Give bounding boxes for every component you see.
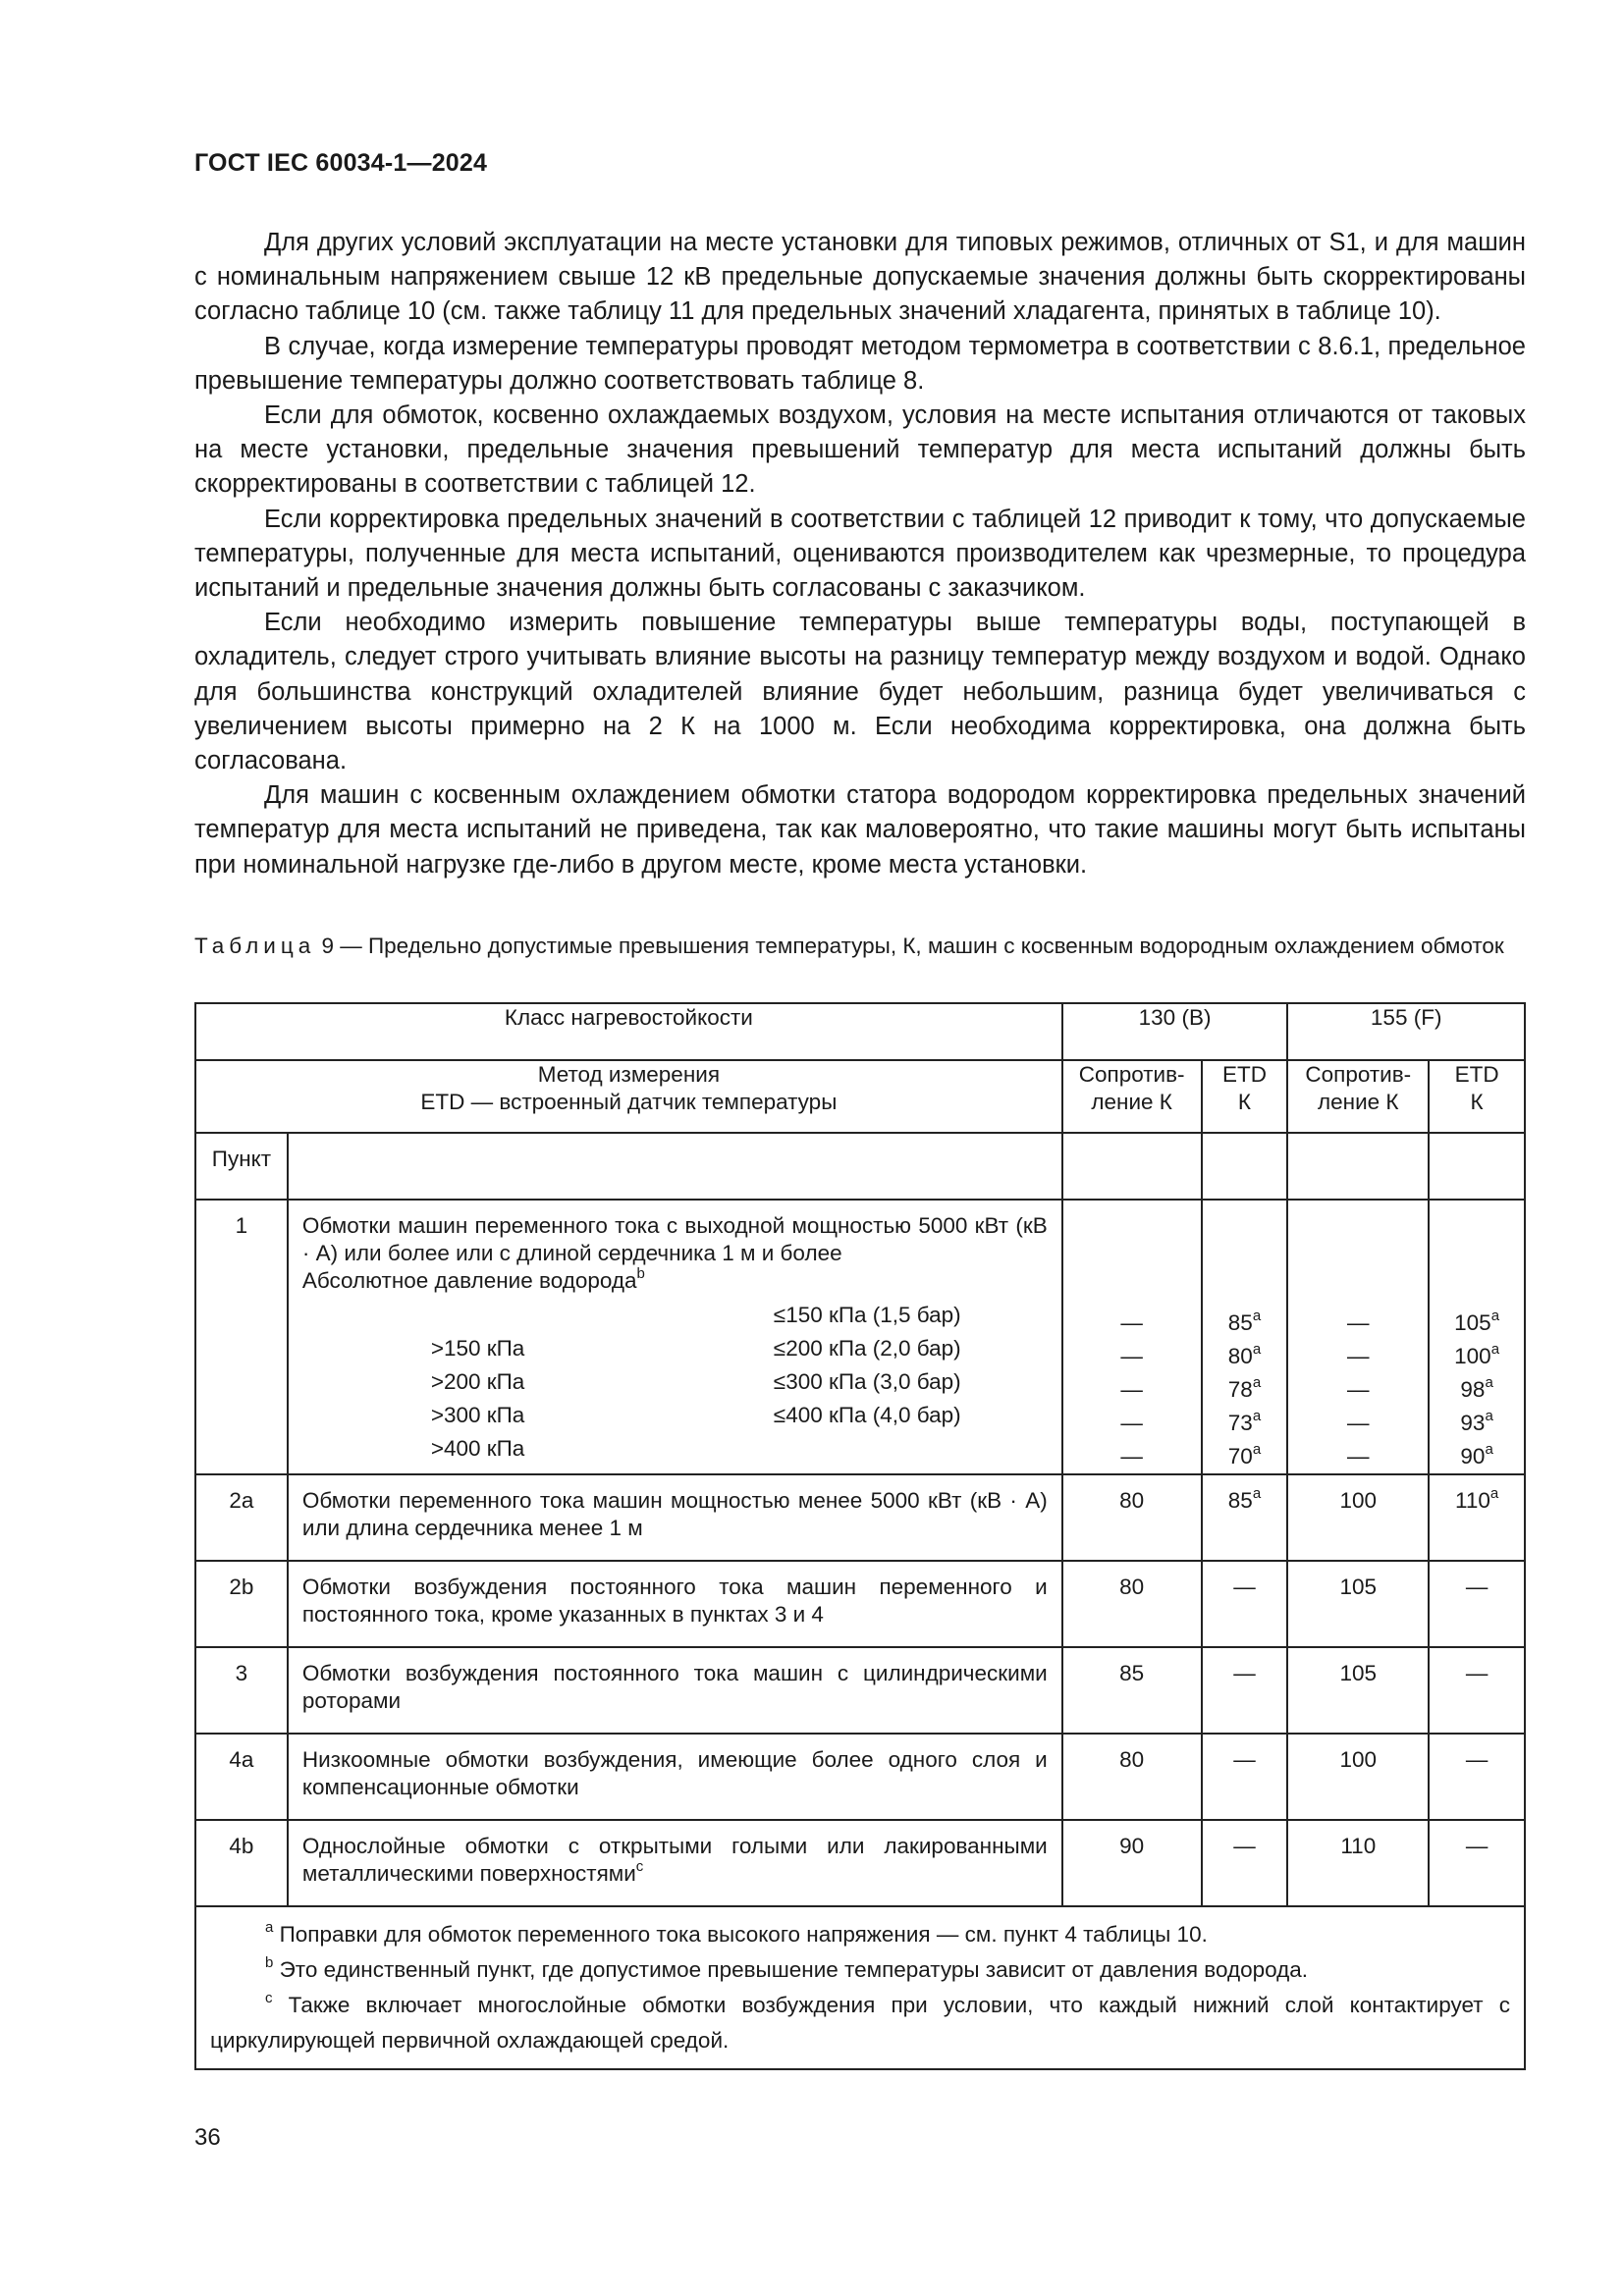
body-text (194, 226, 1526, 882)
table-header-row (195, 1133, 1525, 1200)
table-row: 4a Низкоомные обмотки возбуждения, имеющие более одного слоя и компенсационные обмотки 80 — 100 — (195, 1734, 1525, 1820)
table-row: 4b Однослойные обмотки с открытыми голыми или лакированными металлическими поверхностями$^c$ 90 — 110 — (195, 1820, 1525, 1906)
pressure-range: >400 кПа (430, 1436, 525, 1461)
table-header-row (195, 1003, 1525, 1060)
etd-155-values: 105$^a$ 100$^a$ 98$^a$ 93$^a$ 90$^a$ (1429, 1200, 1525, 1474)
paragraph: Если корректировка предельных значений в соответствии с таблицей 12 приводит к тому, что допускаемые температуры, полученные для места испытаний, оцениваются производителем как чрезмерные, то процедура испытаний и предельные значения должны быть согласованы с заказчиком. (194, 505, 1526, 603)
item-description: Низкоомные обмотки возбуждения, имеющие более одного слоя и компенсационные обмотки (288, 1734, 1062, 1820)
method-header: Метод измерения ETD — встроенный датчик температуры (195, 1060, 1062, 1133)
pressure-range: ≤150 кПа (1,5 бар) (773, 1303, 961, 1327)
pressure-range: >200 кПа ≤300 кПа (3,0 бар) (430, 1369, 961, 1394)
pressure-label: Абсолютное давление водорода (301, 1268, 637, 1293)
paragraph: Для машин с косвенным охлаждением обмотки статора водородом корректировка предельных значений температур для места испытаний не приведена, так как маловероятно, что такие машины могут быть испытаны при номинальной нагрузке где-либо в другом месте, кроме места установки. (194, 781, 1526, 879)
pressure-range: >150 кПа ≤200 кПа (2,0 бар) (430, 1336, 961, 1361)
item-description: Однослойные обмотки с открытыми голыми или лакированными металлическими поверхностями$^c$ (288, 1820, 1062, 1906)
paragraph: Для других условий эксплуатации на месте установки для типовых режимов, отличных от S1, и для машин с номинальным напряжением свыше 12 кВ предельные допускаемые значения должны быть скорректированы согласно таблице 10 (см. также таблицу 11 для предельных значений хладагента, принятых в таблице 10). (194, 229, 1526, 326)
item-description: Обмотки машин переменного тока с выходной мощностью 5000 кВт (кВ · А) или более или с длиной сердечника 1 м и более Абсолютное давление водорода$^b$ ≤150 кПа (1,5 бар) >150 кПа ≤200 кПа (2,0 бар) >200 кПа ≤300 кПа (3,0 бар) >300 кПа ≤400 кПа (4,0 бар) >400 кПа (288, 1200, 1062, 1474)
document-header: ГОСТ IEC 60034-1—2024 (194, 149, 488, 177)
resistance-header: Сопротив- ление К (1062, 1060, 1202, 1133)
thermal-class-130: 130 (B) (1062, 1003, 1288, 1060)
resistance-155-values: — — — — — (1287, 1200, 1429, 1474)
item-description: Обмотки переменного тока машин мощностью менее 5000 кВт (кВ · А) или длина сердечника менее 1 м (288, 1474, 1062, 1561)
etd-130-values: 85$^a$ 80$^a$ 78$^a$ 73$^a$ 70$^a$ (1202, 1200, 1288, 1474)
pressure-range: >300 кПа ≤400 кПа (4,0 бар) (430, 1403, 961, 1427)
table-row: 2b Обмотки возбуждения постоянного тока машин переменного и постоянного тока, кроме указанных в пунктах 3 и 4 80 — 105 — (195, 1561, 1525, 1647)
table-row: 3 Обмотки возбуждения постоянного тока машин с цилиндрическими роторами 85 — 105 — (195, 1647, 1525, 1734)
resistance-130-values: — — — — — (1062, 1200, 1202, 1474)
paragraph: Если необходимо измерить повышение температуры выше температуры воды, поступающей в охладитель, следует строго учитывать влияние высоты на разницу температур между воздухом и водой. Однако для большинства конструкций охладителей влияние будет небольшим, разница будет увеличиваться с увеличением высоты примерно на 2 К на 1000 м. Если необходима корректировка, она должна быть согласована. (194, 609, 1526, 775)
table-row: 2a Обмотки переменного тока машин мощностью менее 5000 кВт (кВ · А) или длина сердечника менее 1 м 80 85$^a$ 100 110$^a$ (195, 1474, 1525, 1561)
table-row (195, 1200, 1525, 1474)
thermal-class-label: Класс нагревостойкости (195, 1003, 1062, 1060)
table-footnotes (195, 1906, 1525, 2069)
item-number: 1 (195, 1200, 288, 1474)
paragraph: В случае, когда измерение температуры проводят методом термометра в соответствии с 8.6.1, предельное превышение температуры должно соответствовать таблице 8. (194, 332, 1526, 395)
item-description: Обмотки возбуждения постоянного тока машин переменного и постоянного тока, кроме указанных в пунктах 3 и 4 (288, 1561, 1062, 1647)
table-caption-text: 9 — Предельно допустимые превышения температуры, К, машин с косвенным водородным охлаждением обмоток (315, 934, 1504, 958)
footnote: $^a$ Поправки для обмоток переменного тока высокого напряжения — см. пункт 4 таблицы 10. (265, 1918, 1208, 1947)
thermal-class-155: 155 (F) (1287, 1003, 1525, 1060)
table-header-row (195, 1060, 1525, 1133)
table-caption-label: Таблица (194, 934, 316, 958)
item-header: Пункт (195, 1133, 288, 1200)
etd-header: ETD К (1429, 1060, 1525, 1133)
footnote: $^c$ Также включает многослойные обмотки возбуждения при условии, что каждый нижний слой контактирует с циркулирующей первичной охлаждающей средой. (210, 1989, 1510, 2053)
paragraph: Если для обмоток, косвенно охлаждаемых воздухом, условия на месте испытания отличаются от таковых на месте установки, предельные значения превышений температур для места испытаний должны быть скорректированы в соответствии с таблицей 12. (194, 401, 1526, 499)
temperature-limits-table (194, 1002, 1526, 2070)
item-description: Обмотки возбуждения постоянного тока машин с цилиндрическими роторами (288, 1647, 1062, 1734)
resistance-header: Сопротив- ление К (1287, 1060, 1429, 1133)
footnote: $^b$ Это единственный пункт, где допустимое превышение температуры зависит от давления водорода. (265, 1953, 1309, 1982)
page-number: 36 (194, 2124, 221, 2151)
table-caption (194, 931, 1526, 962)
etd-header: ETD К (1202, 1060, 1288, 1133)
